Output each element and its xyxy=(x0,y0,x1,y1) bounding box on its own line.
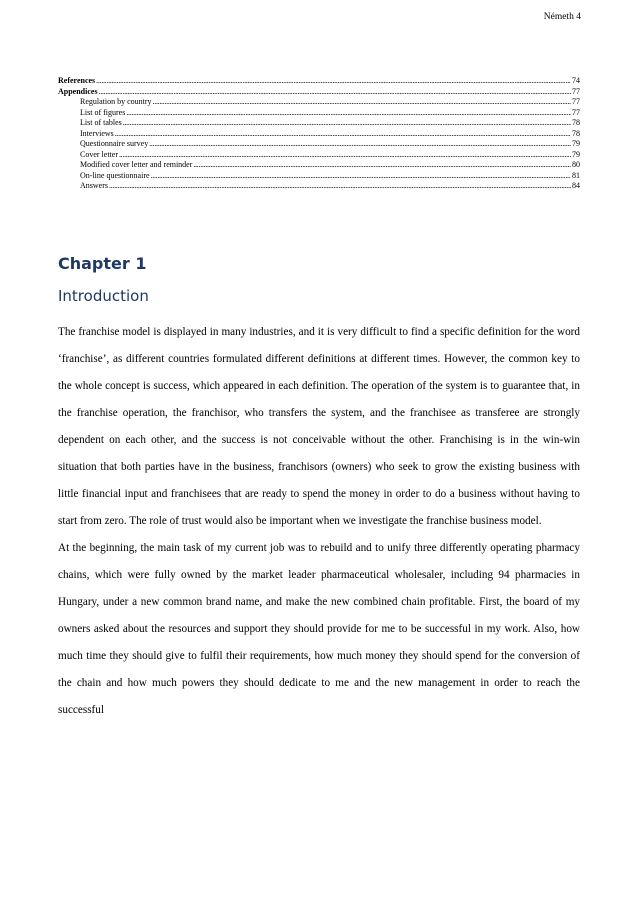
toc-entry-title: On-line questionnaire xyxy=(80,170,150,180)
section-heading: Introduction xyxy=(58,287,149,305)
toc-entry-list-of-tables[interactable] xyxy=(58,118,580,129)
toc-leader-dots xyxy=(109,181,571,192)
toc-entry-title: Questionnaire survey xyxy=(80,139,149,148)
toc-entry-page: 80 xyxy=(572,160,580,169)
chapter-heading: Chapter 1 xyxy=(58,254,147,273)
toc-entry-title: Regulation by country xyxy=(80,97,152,106)
toc-entry-page: 84 xyxy=(572,181,580,190)
toc-entry-page: 81 xyxy=(572,170,580,180)
toc-entry-page: 79 xyxy=(572,139,580,148)
toc-entry-title: Interviews xyxy=(80,128,114,138)
toc-entry-modified-cover-letter[interactable] xyxy=(58,160,580,171)
toc-entry-title: Appendices xyxy=(58,86,98,96)
toc-entry-appendices[interactable] xyxy=(58,87,580,98)
toc-entry-page: 78 xyxy=(572,128,580,138)
toc-leader-dots xyxy=(123,118,571,129)
toc-entry-page: 74 xyxy=(572,76,580,85)
toc-entry-page: 77 xyxy=(572,86,580,96)
toc-entry-title: Modified cover letter and reminder xyxy=(80,160,193,169)
toc-entry-references[interactable] xyxy=(58,76,580,87)
toc-leader-dots xyxy=(151,171,571,182)
toc-entry-regulation-by-country[interactable] xyxy=(58,97,580,108)
toc-entry-interviews[interactable] xyxy=(58,129,580,140)
toc-entry-answers[interactable] xyxy=(58,181,580,192)
toc-entry-online-questionnaire[interactable] xyxy=(58,171,580,182)
toc-entry-title: References xyxy=(58,76,96,85)
toc-leader-dots xyxy=(115,129,571,140)
toc-entry-cover-letter[interactable] xyxy=(58,150,580,161)
table-of-contents xyxy=(58,76,580,192)
page-header: Németh 4 xyxy=(543,12,581,22)
toc-leader-dots xyxy=(153,97,571,108)
toc-entry-page: 77 xyxy=(572,97,580,106)
toc-entry-title: List of figures xyxy=(80,107,126,117)
toc-entry-list-of-figures[interactable] xyxy=(58,108,580,119)
toc-entry-title: List of tables xyxy=(80,118,122,127)
body-text xyxy=(58,319,580,724)
paragraph: At the beginning, the main task of my current job was to rebuild and to unify three differently operating pharmacy chains, which were fully owned by the market leader pharmaceutical wholesaler, including 94 pharmacies in Hungary, under a new common brand name, and make the new combined chain profitable. First, the board of my owners asked about the resources and support they should provide for me to be successful in my work. Also, how much time they should give to fulfil their requirements, how much money they should spend for the conversion of the chain and how much powers they should dedicate to me and the new management in order to reach the successful xyxy=(58,542,580,716)
toc-entry-questionnaire-survey[interactable] xyxy=(58,139,580,150)
toc-leader-dots xyxy=(149,139,571,150)
toc-entry-title: Cover letter xyxy=(80,149,118,159)
paragraph: The franchise model is displayed in many industries, and it is very difficult to find a specific definition for the word ‘franchise’, as different countries formulated different definitions at different times. However, the common key to the whole concept is success, which appeared in each definition. The operation of the system is to guarantee that, in the franchise operation, the franchisor, who transfers the system, and the franchisee as transferee are strongly dependent on each other, and the success is not conceivable without the other. Franchising is in the win-win situation that both parties have in the business, franchisors (owners) who seek to grow the existing business with little financial input and franchisees that are ready to spend the money in order to do a business without having to start from zero. The role of trust would also be important when we investigate the franchise business model. xyxy=(58,326,580,527)
toc-leader-dots xyxy=(193,160,571,171)
toc-leader-dots xyxy=(96,76,571,87)
toc-entry-page: 77 xyxy=(572,107,580,117)
toc-leader-dots xyxy=(126,108,571,119)
toc-leader-dots xyxy=(119,150,571,161)
toc-entry-title: Answers xyxy=(80,181,108,190)
toc-entry-page: 79 xyxy=(572,149,580,159)
toc-entry-page: 78 xyxy=(572,118,580,127)
toc-leader-dots xyxy=(99,87,571,98)
